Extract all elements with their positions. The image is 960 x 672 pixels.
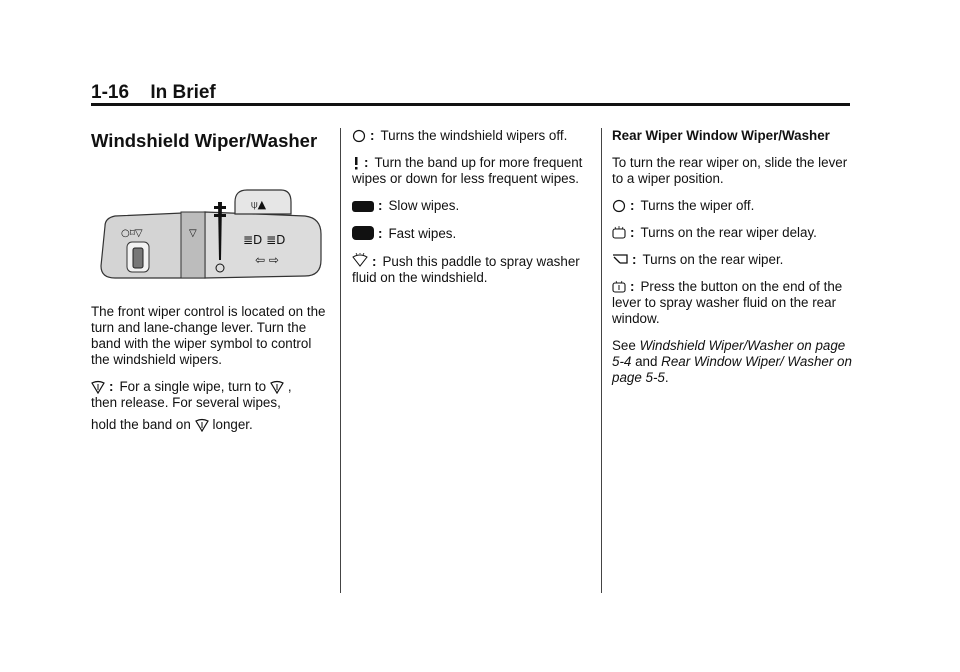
rear-intro: To turn the rear wiper on, slide the lever to a wiper position. xyxy=(612,155,848,186)
svg-text:○⌑▽: ○⌑▽ xyxy=(121,228,143,239)
rear-washer-item: : Press the button on the end of the lever to spray washer fluid on the rear window. xyxy=(612,279,843,326)
column-divider xyxy=(340,128,341,593)
low-item: : Slow wipes. xyxy=(352,198,588,214)
column-2 xyxy=(352,128,588,297)
column-divider xyxy=(601,128,602,593)
off-icon xyxy=(352,129,366,143)
washer-icon xyxy=(352,253,368,269)
rear-on-item: : Turns on the rear wiper. xyxy=(612,252,852,268)
off-item: : Turns the windshield wipers off. xyxy=(352,128,588,144)
high-speed-icon xyxy=(352,225,374,241)
rear-off-item: : Turns the wiper off. xyxy=(612,198,852,214)
column-3 xyxy=(612,128,852,397)
low-speed-icon xyxy=(352,199,374,213)
header-rule xyxy=(91,103,850,106)
off-icon xyxy=(612,199,626,213)
section-title: Windshield Wiper/Washer xyxy=(91,130,318,151)
washer-item: : Push this paddle to spray washer fluid on the windshield. xyxy=(352,254,580,285)
rear-washer-icon xyxy=(612,280,626,294)
rear-title: Rear Wiper Window Wiper/Washer xyxy=(612,128,830,143)
svg-text:▽: ▽ xyxy=(189,228,197,239)
rear-delay-icon xyxy=(612,226,626,240)
rear-wiper-icon xyxy=(612,253,628,267)
reference-link[interactable]: Rear Window Wiper/ Washer on page 5-5 xyxy=(612,354,852,385)
svg-text:≣D ≣D: ≣D ≣D xyxy=(243,233,286,247)
delay-icon xyxy=(352,156,360,170)
svg-text:⇦ ⇨: ⇦ ⇨ xyxy=(255,253,279,267)
mist-icon xyxy=(270,380,284,394)
reference-link[interactable]: Windshield Wiper/Washer on page 5-4 xyxy=(612,338,846,369)
page-number: 1-16 xyxy=(91,82,130,103)
intro-paragraph: The front wiper control is located on the turn and lane-change lever. Turn the band with the wiper symbol to control the windshield wipers. xyxy=(91,304,326,367)
column-1 xyxy=(91,128,331,444)
mist-icon xyxy=(195,418,209,432)
rear-delay-item: : Turns on the rear wiper delay. xyxy=(612,225,852,241)
delay-item: : Turn the band up for more frequent wipes or down for less frequent wipes. xyxy=(352,155,583,186)
mist-paragraph: : For a single wipe, turn to , then release. For several wipes, hold the band on longer. xyxy=(91,379,292,432)
wiper-lever-illustration xyxy=(95,182,323,286)
svg-text:⍦▲: ⍦▲ xyxy=(251,198,267,211)
page-header xyxy=(91,82,216,104)
high-item: : Fast wipes. xyxy=(352,225,588,242)
section-name: In Brief xyxy=(150,82,216,103)
see-also: See Windshield Wiper/Washer on page 5-4 and Rear Window Wiper/ Washer on page 5-5. xyxy=(612,338,852,385)
mist-icon xyxy=(91,380,105,394)
